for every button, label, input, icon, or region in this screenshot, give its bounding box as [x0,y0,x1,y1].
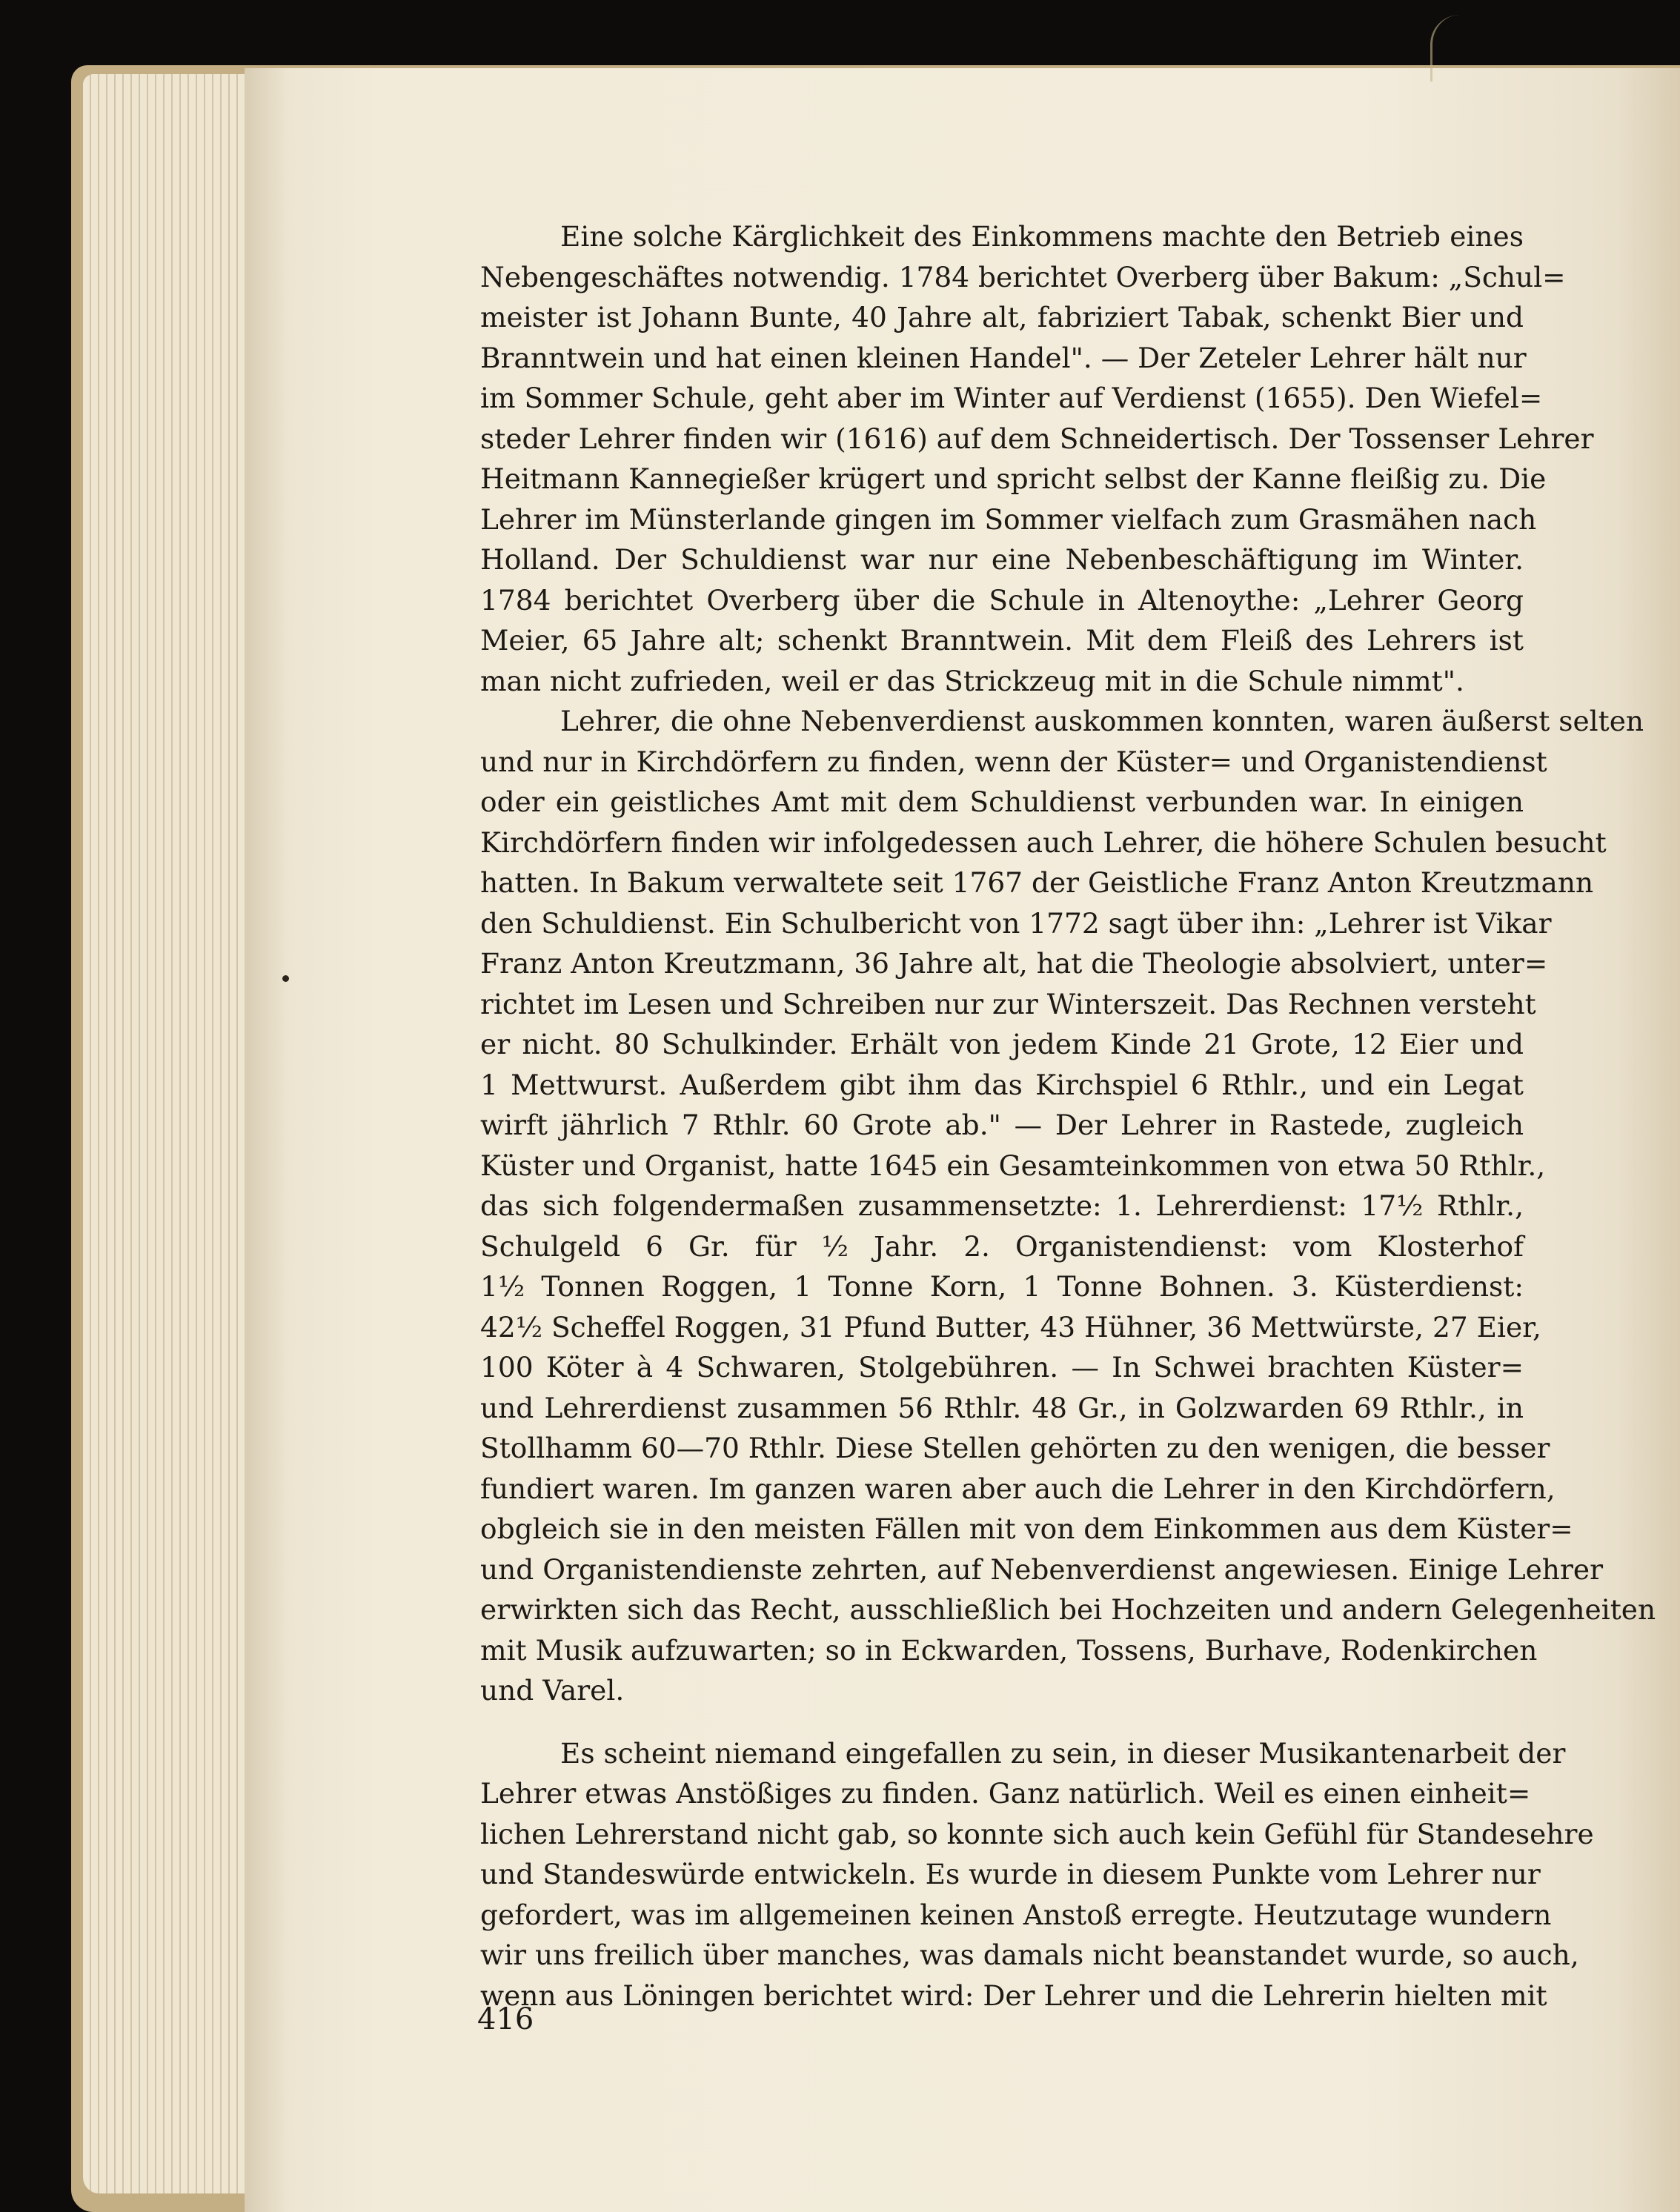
text-line: den Schuldienst. Ein Schulbericht von 1772 sagt über ihn: „Lehrer ist Vikar [480,906,1552,940]
text-line: und Standeswürde entwickeln. Es wurde in diesem Punkte vom Lehrer nur [480,1858,1541,1890]
text-line: das sich folgendermaßen zusammensetzte: 1. Lehrerdienst: 17½ Rthlr., [480,1189,1524,1222]
text-line: mit Musik aufzuwarten; so in Eckwarden, Tossens, Burhave, Rodenkirchen [480,1633,1538,1667]
page-number: 416 [477,2002,534,2036]
text-line: hatten. In Bakum verwaltete seit 1767 der Geistliche Franz Anton Kreutzmann [480,866,1594,899]
text-line: Schulgeld 6 Gr. für ½ Jahr. 2. Organistendienst: vom Klosterhof [480,1229,1524,1263]
paragraph [480,701,1656,1711]
paragraph [480,1733,1594,2016]
text-line: und Varel. [480,1674,625,1707]
paragraph [480,216,1594,701]
text-line: wirft jährlich 7 Rthlr. 60 Grote ab." — Der Lehrer in Rastede, zugleich [480,1109,1524,1141]
text-line: Lehrer, die ohne Nebenverdienst auskommen konnten, waren äußerst selten [560,705,1644,737]
text-line: gefordert, was im allgemeinen keinen Anstoß erregte. Heutzutage wundern [480,1898,1552,1931]
text-line: Stollhamm 60—70 Rthlr. Diese Stellen gehörten zu den wenigen, die besser [480,1432,1550,1464]
text-line: er nicht. 80 Schulkinder. Erhält von jedem Kinde 21 Grote, 12 Eier und [480,1028,1524,1060]
text-line: im Sommer Schule, geht aber im Winter auf Verdienst (1655). Den Wiefel= [480,382,1543,414]
text-line: Eine solche Kärglichkeit des Einkommens machte den Betrieb eines [560,220,1524,253]
text-line: 1784 berichtet Overberg über die Schule in Altenoythe: „Lehrer Georg [480,583,1524,617]
text-line: 42½ Scheffel Roggen, 31 Pfund Butter, 43 Hühner, 36 Mettwürste, 27 Eier, [480,1310,1541,1344]
text-line: Franz Anton Kreutzmann, 36 Jahre alt, hat die Theologie absolviert, unter= [480,947,1548,980]
page-scuff [1430,15,1529,82]
text-line: erwirkten sich das Recht, ausschließlich bei Hochzeiten und andern Gelegenheiten [480,1593,1656,1626]
text-line: Heitmann Kannegießer krügert und spricht selbst der Kanne fleißig zu. Die [480,462,1547,495]
text-line: Meier, 65 Jahre alt; schenkt Branntwein. Mit dem Fleiß des Lehrers ist [480,624,1524,657]
text-line: steder Lehrer finden wir (1616) auf dem Schneidertisch. Der Tossenser Lehrer [480,422,1594,455]
text-line: Küster und Organist, hatte 1645 ein Gesamteinkommen von etwa 50 Rthlr., [480,1149,1546,1182]
text-line: obgleich sie in den meisten Fällen mit von dem Einkommen aus dem Küster= [480,1512,1573,1545]
text-line: fundiert waren. Im ganzen waren aber auch die Lehrer in den Kirchdörfern, [480,1472,1556,1505]
text-line: Kirchdörfern finden wir infolgedessen auch Lehrer, die höhere Schulen besucht [480,826,1607,859]
paragraph-gap [480,1711,1524,1733]
text-line: richtet im Lesen und Schreiben nur zur Winterszeit. Das Rechnen versteht [480,987,1536,1020]
text-line: 100 Köter à 4 Schwaren, Stolgebühren. — In Schwei brachten Küster= [480,1351,1524,1384]
text-line: und Organistendienste zehrten, auf Nebenverdienst angewiesen. Einige Lehrer [480,1552,1603,1586]
text-line: Lehrer etwas Anstößiges zu finden. Ganz natürlich. Weil es einen einheit= [480,1777,1531,1810]
text-line: Holland. Der Schuldienst war nur eine Nebenbeschäftigung im Winter. [480,543,1524,576]
ink-dot [282,975,289,982]
text-line: Lehrer im Münsterlande gingen im Sommer vielfach zum Grasmähen nach [480,502,1537,536]
text-line: wenn aus Löningen berichtet wird: Der Lehrer und die Lehrerin hielten mit [480,1979,1547,2012]
text-line: 1½ Tonnen Roggen, 1 Tonne Korn, 1 Tonne Bohnen. 3. Küsterdienst: [480,1270,1524,1303]
body-text [480,216,1656,2016]
text-line: Branntwein und hat einen kleinen Handel". — Der Zeteler Lehrer hält nur [480,341,1527,374]
text-line: und nur in Kirchdörfern zu finden, wenn der Küster= und Organistendienst [480,745,1547,778]
text-line: und Lehrerdienst zusammen 56 Rthlr. 48 Gr., in Golzwarden 69 Rthlr., in [480,1391,1524,1424]
text-line: wir uns freilich über manches, was damals nicht beanstandet wurde, so auch, [480,1939,1579,1971]
text-line: lichen Lehrerstand nicht gab, so konnte sich auch kein Gefühl für Standesehre [480,1817,1594,1850]
text-line: man nicht zufrieden, weil er das Strickzeug mit in die Schule nimmt". [480,664,1464,697]
text-line: Nebengeschäftes notwendig. 1784 berichtet Overberg über Bakum: „Schul= [480,260,1566,293]
text-line: 1 Mettwurst. Außerdem gibt ihm das Kirchspiel 6 Rthlr., und ein Legat [480,1068,1524,1101]
page-stack-edge [83,74,261,2193]
text-line: meister ist Johann Bunte, 40 Jahre alt, fabriziert Tabak, schenkt Bier und [480,301,1524,333]
text-line: Es scheint niemand eingefallen zu sein, in dieser Musikantenarbeit der [560,1736,1566,1770]
text-line: oder ein geistliches Amt mit dem Schuldienst verbunden war. In einigen [480,786,1524,818]
